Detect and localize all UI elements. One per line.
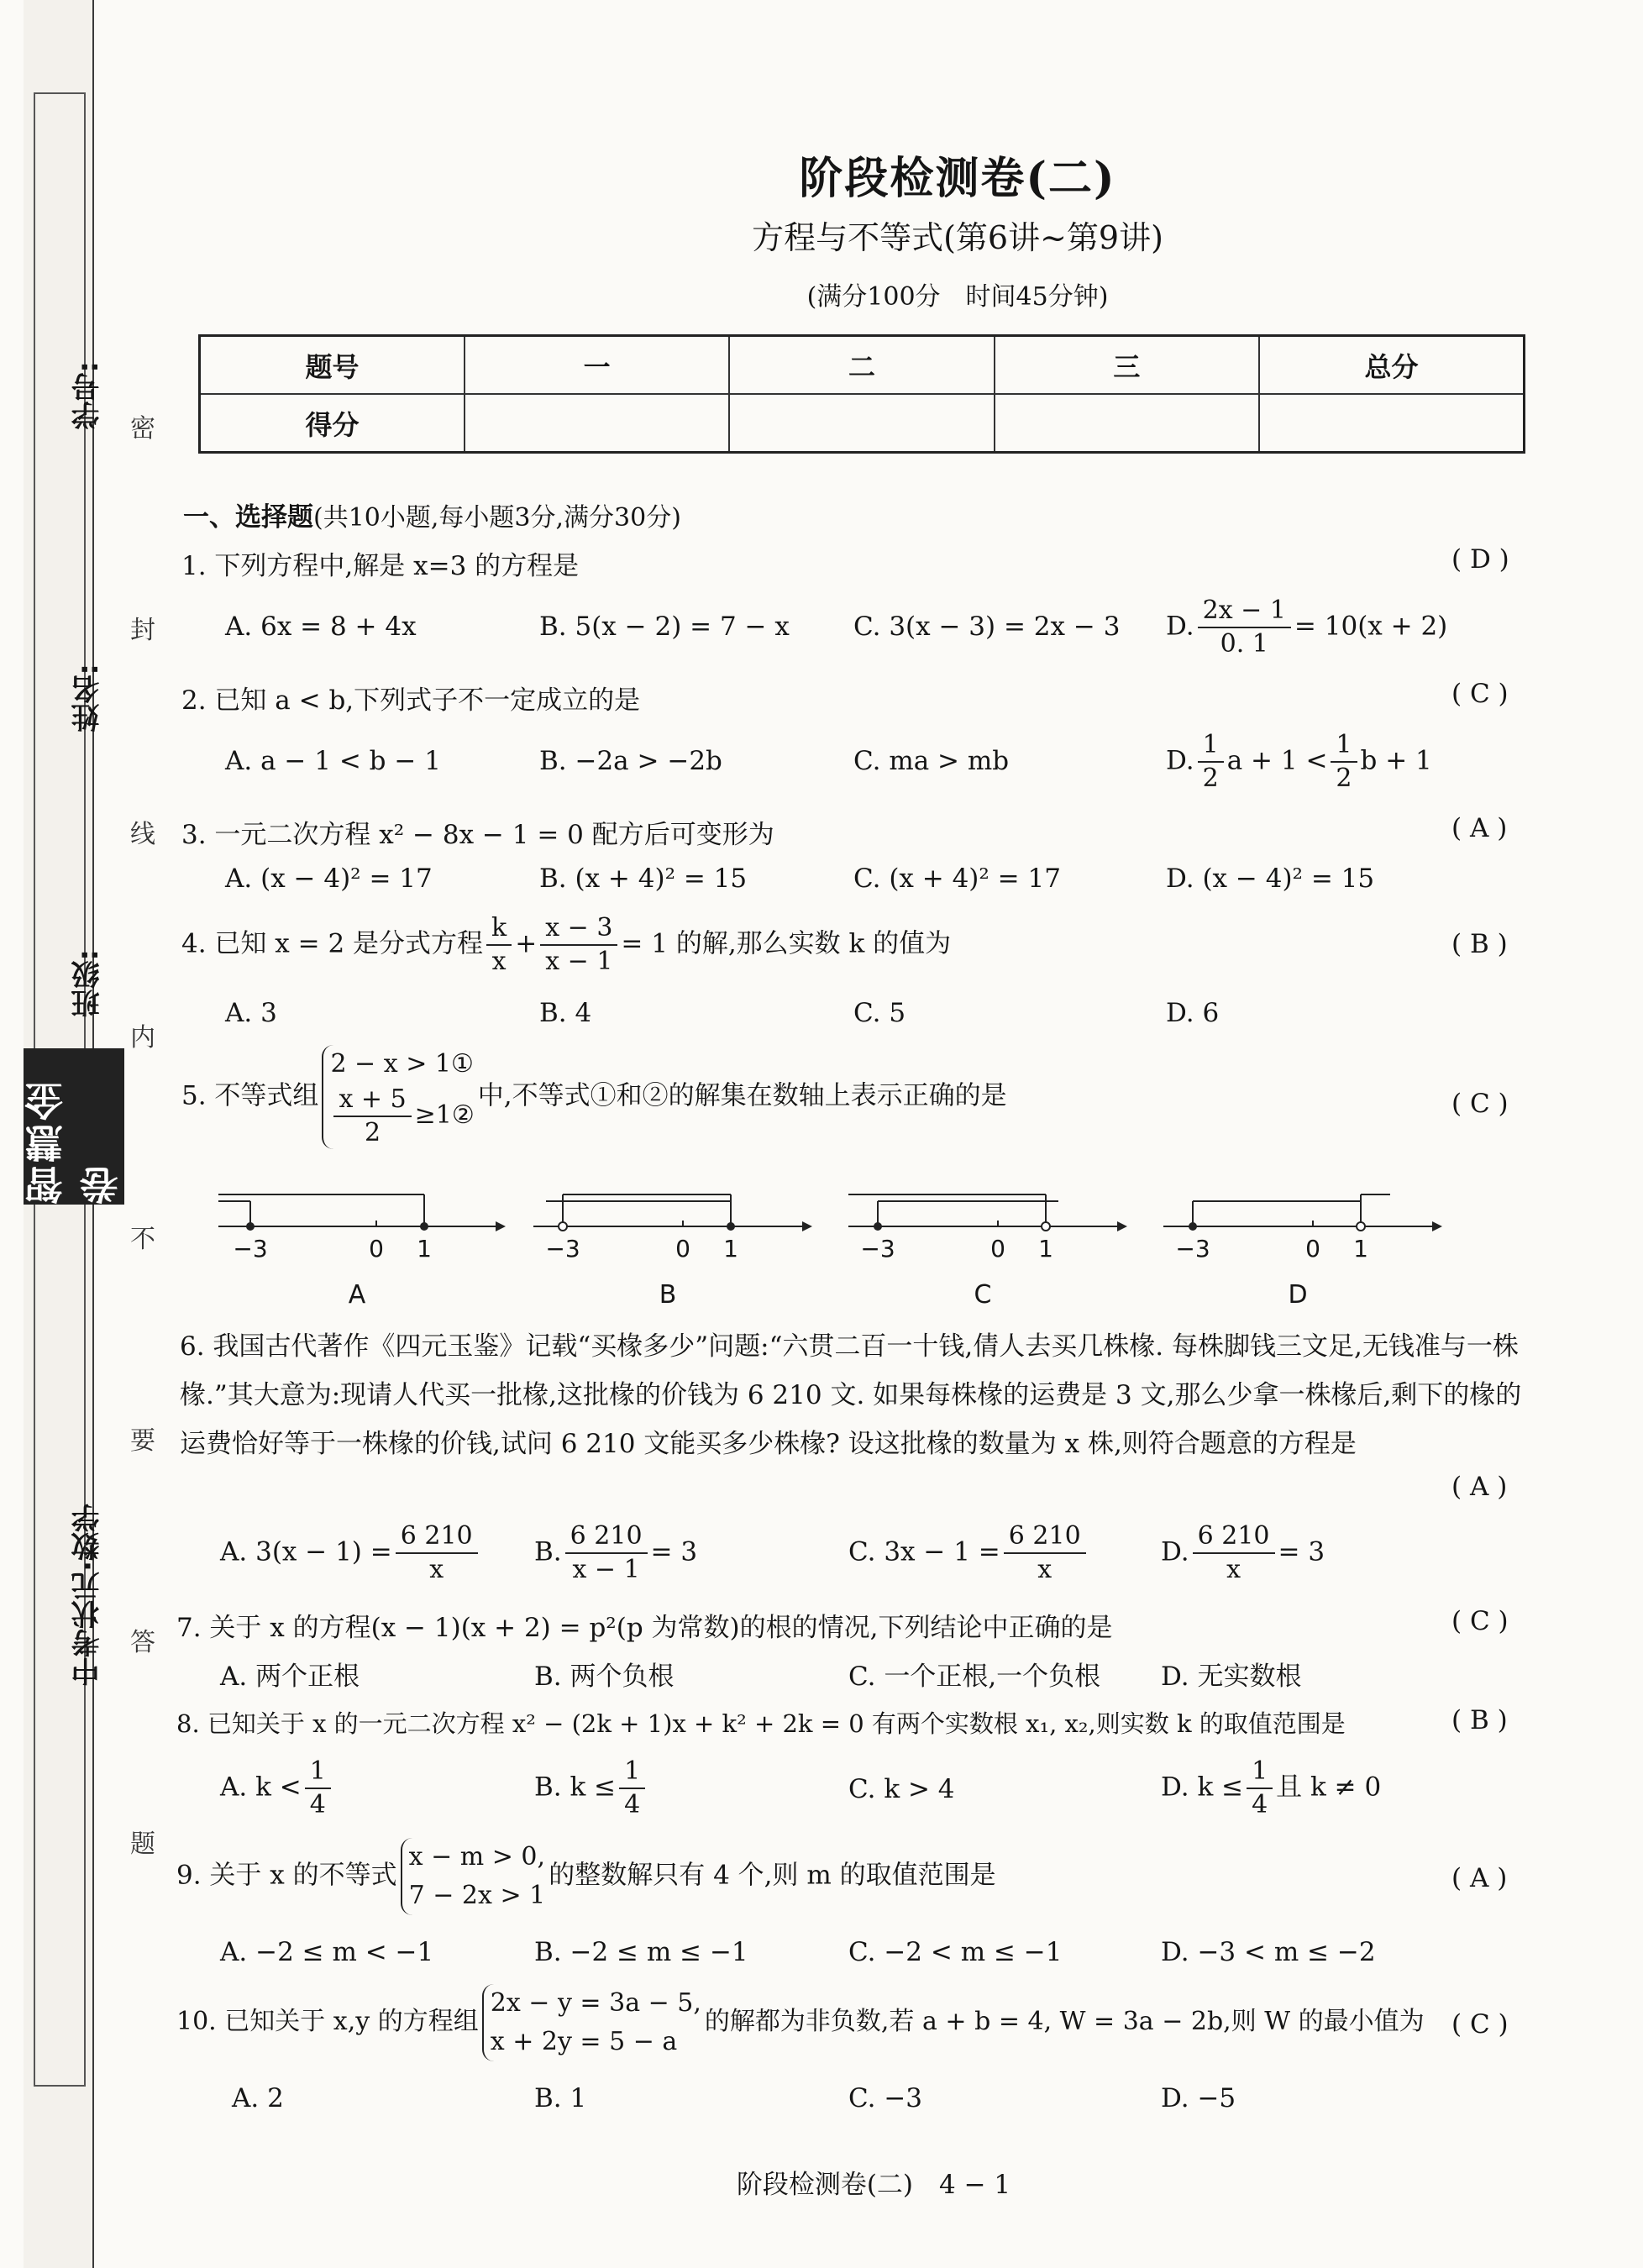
hollow-point: [559, 1222, 567, 1231]
fraction: [1198, 595, 1291, 660]
q4-option-c: C. 5: [853, 998, 906, 1028]
system-line-1: x − m > 0,: [408, 1842, 546, 1872]
score-header-cell: 总分: [1259, 336, 1524, 395]
q7-option-a: A. 两个正根: [220, 1662, 360, 1692]
question-3-stem: 3. 一元二次方程 x² − 8x − 1 = 0 配方后可变形为: [181, 820, 774, 850]
q1-option-b: B. 5(x − 2) = 7 − x: [539, 612, 790, 642]
q9-stem-start: 9. 关于 x 的不等式: [176, 1860, 397, 1891]
fraction-numerator: 1: [305, 1756, 331, 1789]
fraction: [396, 1520, 478, 1586]
number-line-letter: A: [348, 1280, 366, 1310]
q10-option-b: B. 1: [534, 2083, 587, 2113]
q9-option-c: C. −2 < m ≤ −1: [848, 1937, 1063, 1967]
solid-point: [874, 1222, 882, 1231]
score-cell[interactable]: [995, 394, 1259, 453]
axis-label: 1: [723, 1235, 738, 1263]
q8-option-a-pre: A. k <: [220, 1772, 302, 1803]
seal-char: 内: [130, 1023, 155, 1053]
q1-option-d-rest: = 10(x + 2): [1294, 611, 1448, 642]
number-line-letter: B: [659, 1280, 677, 1310]
student-id-label: 学号:: [71, 361, 105, 430]
q7-option-c: C. 一个正根,一个负根: [848, 1662, 1101, 1692]
question-1-answer: ( D ): [1451, 544, 1509, 575]
fraction-numerator: 6 210: [396, 1520, 478, 1554]
q10-option-a: A. 2: [232, 2083, 284, 2113]
q6-option-b: [534, 1520, 697, 1586]
q1-option-d-label: D.: [1166, 611, 1194, 642]
q2-option-c: C. ma > mb: [853, 746, 1010, 776]
question-1-stem: 1. 下列方程中,解是 x=3 的方程是: [181, 551, 580, 581]
score-header-cell: 三: [995, 336, 1259, 395]
number-line-letter: D: [1288, 1280, 1308, 1310]
axis-label: 1: [417, 1235, 432, 1263]
axis-label: 1: [1353, 1235, 1368, 1263]
fraction-denominator: x: [491, 947, 507, 976]
axis-arrow: [1117, 1221, 1127, 1231]
name-label: 姓名:: [71, 664, 105, 732]
page-subtitle: 方程与不等式(第6讲~第9讲): [752, 219, 1163, 256]
axis-label: −3: [860, 1235, 895, 1263]
question-5-stem: [181, 1045, 1007, 1149]
fraction-denominator: x − 1: [572, 1555, 640, 1584]
q4-stem-start: 4. 已知 x = 2 是分式方程: [181, 928, 484, 959]
fraction-numerator: 2x − 1: [1198, 595, 1291, 628]
q2-option-d-end: b + 1: [1360, 745, 1432, 776]
question-5-answer: ( C ): [1451, 1089, 1509, 1119]
fraction-denominator: 2: [365, 1118, 381, 1147]
class-label: 班级:: [71, 949, 105, 1018]
q6-option-d: [1161, 1520, 1325, 1586]
question-3-answer: ( A ): [1451, 813, 1508, 843]
question-4-answer: ( B ): [1451, 929, 1508, 959]
fraction-numerator: 1: [1331, 729, 1357, 763]
fraction: [1198, 729, 1224, 795]
seal-char: 题: [130, 1830, 155, 1859]
q6-option-b-pre: B.: [534, 1536, 562, 1567]
number-line-letter: C: [974, 1280, 992, 1310]
hollow-point: [1357, 1222, 1365, 1231]
fraction-denominator: 2: [1336, 764, 1352, 793]
fraction: [333, 1084, 411, 1149]
score-header-cell: 题号: [200, 336, 465, 395]
q6-option-b-rest: = 3: [650, 1536, 698, 1567]
q3-option-d: D. (x − 4)² = 15: [1166, 864, 1375, 894]
fraction-denominator: x: [429, 1555, 444, 1584]
question-9-answer: ( A ): [1451, 1863, 1508, 1893]
fraction-denominator: x: [1037, 1555, 1052, 1584]
solid-point: [1189, 1222, 1197, 1231]
fraction-numerator: 6 210: [1193, 1520, 1275, 1554]
q4-option-a: A. 3: [225, 998, 277, 1028]
q7-option-d: D. 无实数根: [1161, 1662, 1302, 1692]
axis-arrow: [1432, 1221, 1442, 1231]
question-4-stem: [181, 912, 951, 978]
q3-option-b: B. (x + 4)² = 15: [539, 864, 748, 894]
score-header-cell: 一: [465, 336, 729, 395]
fraction: [540, 912, 617, 978]
section-title: 一、选择题: [183, 502, 313, 533]
fraction-denominator: 0. 1: [1220, 629, 1268, 659]
score-cell[interactable]: [1259, 394, 1524, 453]
fraction: [1247, 1756, 1273, 1821]
q1-option-c: C. 3(x − 3) = 2x − 3: [853, 612, 1121, 642]
q4-option-d: D. 6: [1166, 998, 1220, 1028]
q6-option-a-pre: A. 3(x − 1) =: [220, 1536, 392, 1567]
fraction: [1193, 1520, 1275, 1586]
score-cell[interactable]: [465, 394, 729, 453]
seal-char: 封: [130, 616, 155, 645]
question-2-answer: ( C ): [1451, 679, 1509, 709]
seal-char: 答: [130, 1628, 155, 1657]
score-header-cell: 二: [729, 336, 994, 395]
score-cell[interactable]: [729, 394, 994, 453]
fraction: [1331, 729, 1357, 795]
q2-option-b: B. −2a > −2b: [539, 746, 722, 776]
q3-option-a: A. (x − 4)² = 17: [225, 864, 433, 894]
solid-point: [420, 1222, 428, 1231]
fraction-numerator: x − 3: [540, 912, 617, 946]
axis-label: 0: [675, 1235, 690, 1263]
fraction-denominator: 4: [1252, 1790, 1268, 1819]
question-9-stem: [176, 1838, 996, 1915]
fraction-numerator: 6 210: [1004, 1520, 1086, 1554]
q10-stem-end: 的解都为非负数,若 a + b = 4, W = 3a − 2b,则 W 的最小值为: [704, 2007, 1425, 2036]
inequality-system: [322, 1045, 474, 1149]
fraction-denominator: 4: [624, 1790, 641, 1819]
fraction-numerator: 6 210: [565, 1520, 648, 1554]
q9-stem-end: 的整数解只有 4 个,则 m 的取值范围是: [549, 1860, 996, 1891]
solid-point: [727, 1222, 735, 1231]
q1-option-a: A. 6x = 8 + 4x: [225, 612, 417, 642]
hollow-point: [1042, 1222, 1050, 1231]
q10-option-d: D. −5: [1161, 2083, 1236, 2113]
question-10-answer: ( C ): [1451, 2009, 1509, 2040]
q10-stem-start: 10. 已知关于 x,y 的方程组: [176, 2007, 479, 2036]
axis-label: −3: [1175, 1235, 1210, 1263]
system-line-2: x + 2y = 5 − a: [490, 2027, 678, 2056]
section-heading: [183, 496, 681, 533]
score-table: [198, 334, 1525, 454]
number-line-a: [218, 1194, 506, 1231]
q3-option-c: C. (x + 4)² = 17: [853, 864, 1061, 894]
fraction-numerator: 1: [1247, 1756, 1273, 1789]
fraction: [486, 912, 512, 978]
fraction-numerator: 1: [1198, 729, 1224, 763]
q10-option-c: C. −3: [848, 2083, 923, 2113]
q5-stem-start: 5. 不等式组: [181, 1080, 319, 1111]
fraction: [565, 1520, 648, 1586]
q6-option-c-pre: C. 3x − 1 =: [848, 1536, 1000, 1567]
q6-option-d-rest: = 3: [1278, 1536, 1325, 1567]
inequality-system: [401, 1838, 546, 1915]
question-2-stem: 2. 已知 a < b,下列式子不一定成立的是: [181, 685, 641, 716]
axis-label: 0: [990, 1235, 1005, 1263]
system-line-2-rest: ≥1②: [414, 1100, 475, 1130]
axis-arrow: [496, 1221, 506, 1231]
solid-point: [246, 1222, 255, 1231]
brand-badge: 智慧金卷: [24, 1048, 124, 1205]
page-title: 阶段检测卷(二): [799, 153, 1116, 204]
fraction-denominator: x − 1: [545, 947, 613, 976]
q2-option-d-label: D.: [1166, 745, 1194, 776]
fraction: [305, 1756, 331, 1821]
question-6-answer: ( A ): [1451, 1472, 1508, 1502]
system-line-1: 2 − x > 1①: [330, 1049, 474, 1079]
page-footer: 阶段检测卷(二) 4 − 1: [736, 2170, 1011, 2200]
q9-option-a: A. −2 ≤ m < −1: [220, 1937, 434, 1967]
section-note: (共10小题,每小题3分,满分30分): [313, 503, 681, 533]
question-7-stem: 7. 关于 x 的方程(x − 1)(x + 2) = p²(p 为常数)的根的情况,下列结论中正确的是: [176, 1613, 1113, 1643]
fraction: [619, 1756, 645, 1821]
axis-arrow: [802, 1221, 812, 1231]
fraction-numerator: k: [486, 912, 512, 946]
q2-option-d: [1166, 729, 1432, 795]
axis-label: 1: [1038, 1235, 1053, 1263]
axis-label: 0: [369, 1235, 384, 1263]
q8-option-d-pre: D. k ≤: [1161, 1772, 1244, 1803]
seal-char: 密: [130, 414, 155, 444]
q6-option-c: [848, 1520, 1089, 1586]
q6-option-d-pre: D.: [1161, 1536, 1189, 1567]
q8-option-a: [220, 1756, 334, 1821]
axis-label: −3: [545, 1235, 580, 1263]
q7-option-b: B. 两个负根: [534, 1662, 675, 1692]
q8-option-b: [534, 1756, 648, 1821]
q8-option-d: [1161, 1756, 1381, 1821]
fraction-denominator: x: [1226, 1555, 1241, 1584]
question-8-stem: 8. 已知关于 x 的一元二次方程 x² − (2k + 1)x + k² + 2k = 0 有两个实数根 x₁, x₂,则实数 k 的取值范围是: [176, 1709, 1346, 1738]
question-6-stem: 6. 我国古代著作《四元玉鉴》记载“买椽多少”问题:“六贯二百一十钱,倩人去买几株椽. 每株脚钱三文足,无钱准与一株椽.”其大意为:现请人代买一批椽,这批椽的价钱为 6 210 文. 如果每株椽的运费是 3 文,那么少拿一株椽后,剩下的椽的运费恰好等于一株椽的价钱,试问 6 210 文能买多少株椽? 设这批椽的数量为 x 株,则符合题意的方程是: [180, 1331, 1522, 1459]
question-8-answer: ( B ): [1451, 1705, 1508, 1735]
q6-option-a: [220, 1520, 481, 1586]
number-line-b: [533, 1194, 812, 1231]
q4-stem-end: = 1 的解,那么实数 k 的值为: [621, 928, 952, 959]
q5-stem-end: 中,不等式①和②的解集在数轴上表示正确的是: [477, 1080, 1007, 1111]
exam-info: (满分100分 时间45分钟): [806, 282, 1109, 312]
fraction: [1004, 1520, 1086, 1586]
q4-plus: +: [515, 928, 538, 959]
fraction-numerator: x + 5: [333, 1084, 411, 1117]
equation-system: [482, 1984, 701, 2061]
axis-label: −3: [233, 1235, 268, 1263]
q4-option-b: B. 4: [539, 998, 592, 1028]
seal-char: 要: [130, 1426, 155, 1456]
number-line-d: [1163, 1194, 1442, 1231]
series-label: 中考状元·数学: [71, 1504, 105, 1686]
fraction-numerator: 1: [619, 1756, 645, 1789]
system-line-1: 2x − y = 3a − 5,: [490, 1988, 701, 2018]
question-10-stem: [176, 1984, 1425, 2061]
q1-option-d: [1166, 595, 1447, 660]
fraction-denominator: 4: [309, 1790, 326, 1819]
q2-option-a: A. a − 1 < b − 1: [225, 746, 441, 776]
axis-label: 0: [1305, 1235, 1320, 1263]
score-row-label: 得分: [200, 394, 465, 453]
seal-char: 线: [130, 820, 155, 849]
fraction-denominator: 2: [1202, 764, 1219, 793]
question-7-answer: ( C ): [1451, 1606, 1509, 1636]
q9-option-d: D. −3 < m ≤ −2: [1161, 1937, 1376, 1967]
seal-char: 不: [130, 1225, 155, 1254]
q2-option-d-mid: a + 1 <: [1226, 745, 1328, 776]
q9-option-b: B. −2 ≤ m ≤ −1: [534, 1937, 748, 1967]
number-line-c: [848, 1194, 1127, 1231]
q8-option-c: C. k > 4: [848, 1774, 955, 1804]
system-line-2: 7 − 2x > 1: [408, 1881, 546, 1910]
q8-option-b-pre: B. k ≤: [534, 1772, 617, 1803]
q8-option-d-rest: 且 k ≠ 0: [1276, 1772, 1382, 1803]
